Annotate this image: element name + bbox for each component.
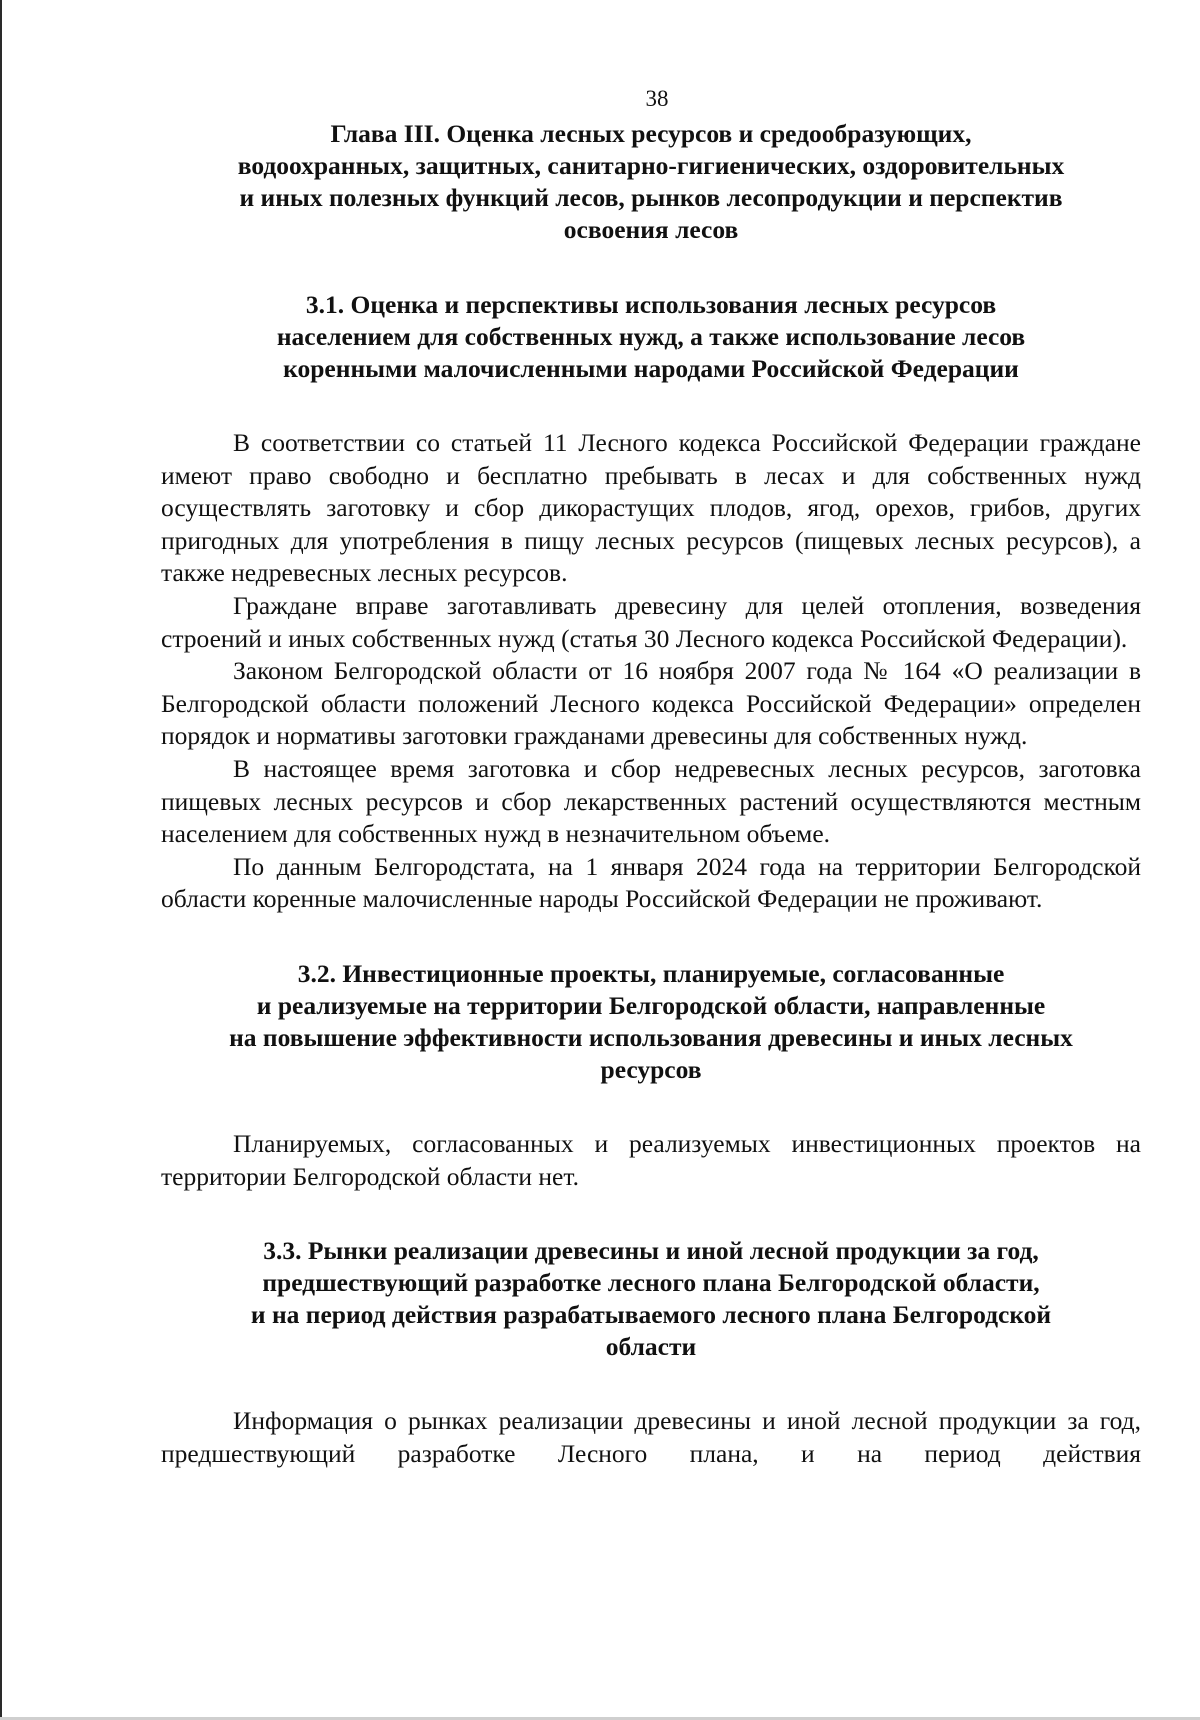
chapter-title-line: Глава III. Оценка лесных ресурсов и средообразующих,: [330, 119, 972, 148]
paragraph: По данным Белгородстата, на 1 января 2024 года на территории Белгородской области коренные малочисленные народы Российской Федерации не проживают.: [161, 851, 1141, 914]
paragraph: Информация о рынках реализации древесины и иной лесной продукции за год, предшествующий разработке Лесного плана, и на период действия: [161, 1406, 1141, 1468]
section-3-3: [161, 1235, 1141, 1470]
section-heading: [161, 958, 1141, 1086]
section-heading: [161, 1235, 1141, 1363]
section-3-1: [161, 289, 1141, 916]
chapter-title: [161, 118, 1141, 246]
section-heading-line: и реализуемые на территории Белгородской области, направленные: [256, 990, 1046, 1020]
section-heading-line: и на период действия разрабатываемого лесного плана Белгородской: [250, 1300, 1052, 1330]
paragraph: В соответствии со статьей 11 Лесного кодекса Российской Федерации граждане имеют право свободно и бесплатно пребывать в лесах и для собственных нужд осуществлять заготовку и сбор дикорастущих плодов, ягод, орехов, грибов, других пригодных для употребления в пищу лесных ресурсов (пищевых лесных ресурсов), а также недревесных лесных ресурсов.: [161, 428, 1141, 588]
section-heading-line: области: [605, 1332, 697, 1362]
chapter-title-line: водоохранных, защитных, санитарно-гигиенических, оздоровительных: [237, 151, 1065, 180]
document-page: [161, 84, 1141, 1470]
section-heading-line: ресурсов: [600, 1054, 702, 1084]
section-heading-line: коренными малочисленными народами Российской Федерации: [283, 354, 1019, 383]
section-heading-line: на повышение эффективности использования древесины и иных лесных: [229, 1022, 1073, 1052]
section-heading-line: 3.3. Рынки реализации древесины и иной лесной продукции за год,: [263, 1236, 1039, 1266]
chapter-title-line: и иных полезных функций лесов, рынков лесопродукции и перспектив: [239, 183, 1063, 212]
paragraph: Планируемых, согласованных и реализуемых инвестиционных проектов на территории Белгородской области нет.: [161, 1128, 1141, 1191]
page-number: 38: [645, 86, 669, 111]
section-heading-line: предшествующий разработке лесного плана Белгородской области,: [262, 1268, 1040, 1298]
section-heading-line: 3.2. Инвестиционные проекты, планируемые, согласованные: [297, 958, 1005, 988]
paragraph: Законом Белгородской области от 16 ноября 2007 года № 164 «О реализации в Белгородской области положений Лесного кодекса Российской Федерации» определен порядок и нормативы заготовки гражданами древесины для собственных нужд.: [161, 656, 1141, 751]
paragraph: В настоящее время заготовка и сбор недревесных лесных ресурсов, заготовка пищевых лесных ресурсов и сбор лекарственных растений осуществляются местным населением для собственных нужд в незначительном объеме.: [161, 753, 1141, 849]
section-heading: [161, 289, 1141, 385]
chapter-title-line: освоения лесов: [563, 215, 739, 244]
section-3-2: [161, 958, 1141, 1193]
section-heading-line: населением для собственных нужд, а также использование лесов: [276, 322, 1026, 351]
section-heading-line: 3.1. Оценка и перспективы использования лесных ресурсов: [305, 290, 997, 319]
paragraph: Граждане вправе заготавливать древесину для целей отопления, возведения строений и иных собственных нужд (статья 30 Лесного кодекса Российской Федерации).: [161, 590, 1141, 653]
scan-left-edge: [0, 0, 2, 1720]
